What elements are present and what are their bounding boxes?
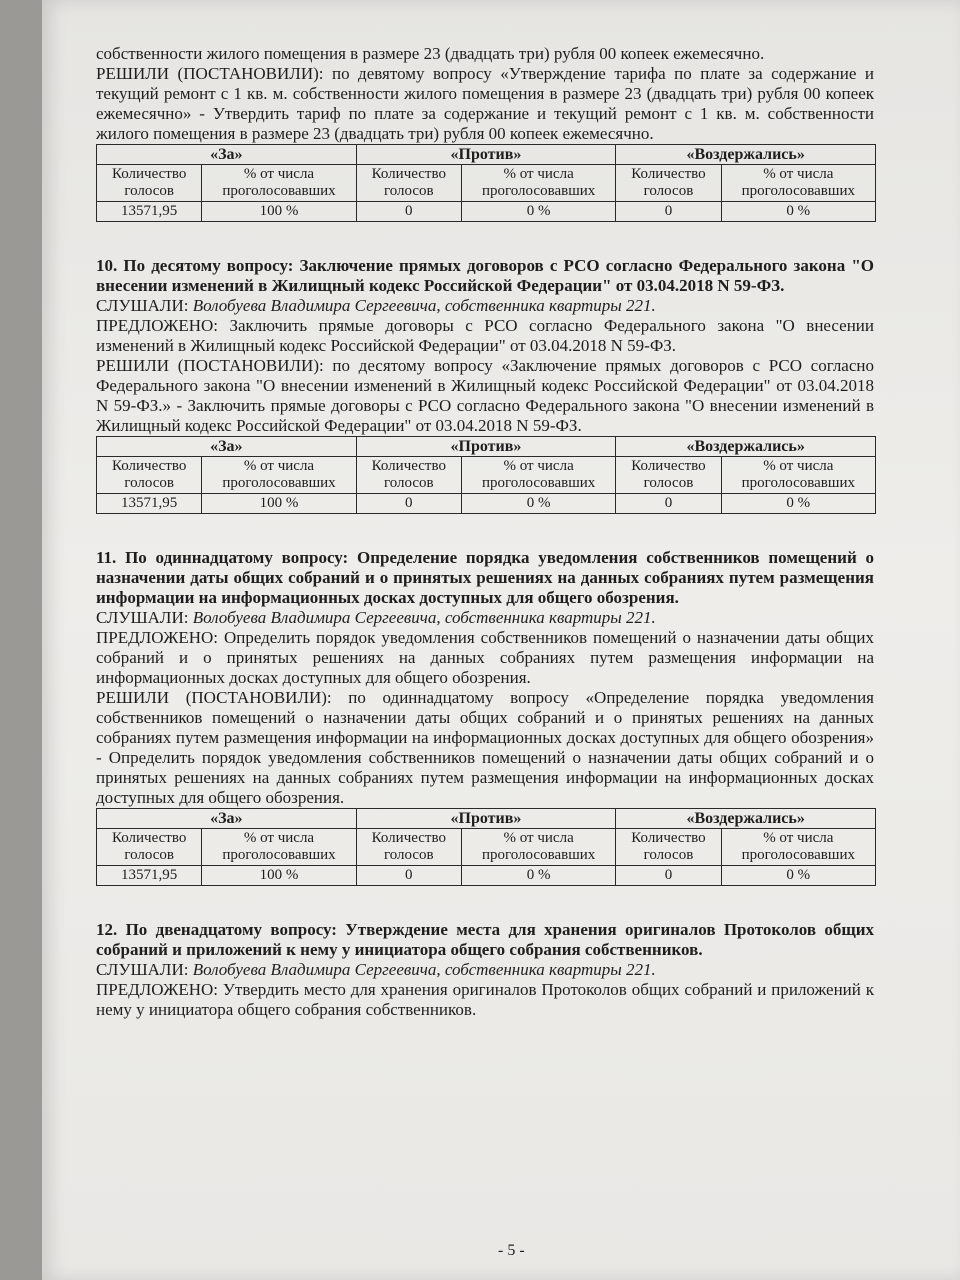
for-header: «За» <box>97 809 357 829</box>
for-count: 13571,95 <box>97 866 202 886</box>
question-10-heard <box>96 296 874 316</box>
for-header: «За» <box>97 437 357 457</box>
vote-table-9 <box>96 144 876 222</box>
abstained-percent: 0 % <box>721 866 875 886</box>
heard-speaker: Волобуева Владимира Сергеевича, собственника квартиры 221. <box>192 608 656 627</box>
resolution-9: РЕШИЛИ (ПОСТАНОВИЛИ): по девятому вопросу «Утверждение тарифа по плате за содержание и текущий ремонт с 1 кв. м. собственности жилого помещения в размере 23 (двадцать три) рубля 00 копеек ежемесячно» - Утвердить тариф по плате за содержание и текущий ремонт с 1 кв. м. собственности жилого помещения в размере 23 (двадцать три) рубля 00 копеек ежемесячно. <box>96 64 874 143</box>
against-count: 0 <box>356 202 461 222</box>
count-header: Количество голосов <box>616 457 721 494</box>
abstained-header: «Воздержались» <box>616 145 876 165</box>
abstained-count: 0 <box>616 494 721 514</box>
count-header: Количество голосов <box>616 165 721 202</box>
against-count: 0 <box>356 866 461 886</box>
for-percent: 100 % <box>202 494 356 514</box>
percent-header: % от числа проголосовавших <box>202 829 356 866</box>
intro-line: собственности жилого помещения в размере 23 (двадцать три) рубля 00 копеек ежемесячно. <box>96 44 765 63</box>
heard-label: СЛУШАЛИ: <box>96 608 193 627</box>
percent-header: % от числа проголосовавших <box>721 165 875 202</box>
count-header: Количество голосов <box>97 829 202 866</box>
percent-header: % от числа проголосовавших <box>721 457 875 494</box>
question-10-proposed: ПРЕДЛОЖЕНО: Заключить прямые договоры с РСО согласно Федерального закона "О внесении изменений в Жилищный кодекс Российской Федерации" от 03.04.2018 N 59-ФЗ. <box>96 316 874 355</box>
count-header: Количество голосов <box>356 457 461 494</box>
question-12-proposed: ПРЕДЛОЖЕНО: Утвердить место для хранения оригиналов Протоколов общих собраний и приложений к нему у инициатора общего собрания собственников. <box>96 980 874 1019</box>
count-header: Количество голосов <box>356 829 461 866</box>
for-count: 13571,95 <box>97 202 202 222</box>
for-percent: 100 % <box>202 202 356 222</box>
abstained-header: «Воздержались» <box>616 437 876 457</box>
percent-header: % от числа проголосовавших <box>202 165 356 202</box>
percent-header: % от числа проголосовавших <box>461 457 615 494</box>
heard-speaker: Волобуева Владимира Сергеевича, собственника квартиры 221. <box>192 296 656 315</box>
against-header: «Против» <box>356 145 616 165</box>
question-11-heard <box>96 608 874 628</box>
document-page <box>42 0 960 1280</box>
question-12-heard <box>96 960 874 980</box>
percent-header: % от числа проголосовавших <box>202 457 356 494</box>
against-header: «Против» <box>356 437 616 457</box>
for-percent: 100 % <box>202 866 356 886</box>
for-header: «За» <box>97 145 357 165</box>
question-11-heading: 11. По одиннадцатому вопросу: Определение порядка уведомления собственников помещений о назначении даты общих собраний и о принятых решениях на данных собраниях путем размещения информации на информационных досках доступных для общего обозрения. <box>96 548 874 607</box>
for-count: 13571,95 <box>97 494 202 514</box>
question-10-resolved: РЕШИЛИ (ПОСТАНОВИЛИ): по десятому вопросу «Заключение прямых договоров с РСО согласно Федерального закона "О внесении изменений в Жилищный кодекс Российской Федерации" от 03.04.2018 N 59-ФЗ.» - Заключить прямые договоры с РСО согласно Федерального закона "О внесении изменений в Жилищный кодекс Российской Федерации" от 03.04.2018 N 59-ФЗ. <box>96 356 874 435</box>
percent-header: % от числа проголосовавших <box>461 165 615 202</box>
count-header: Количество голосов <box>616 829 721 866</box>
count-header: Количество голосов <box>97 457 202 494</box>
heard-speaker: Волобуева Владимира Сергеевича, собственника квартиры 221. <box>192 960 656 979</box>
count-header: Количество голосов <box>356 165 461 202</box>
abstained-count: 0 <box>616 202 721 222</box>
against-percent: 0 % <box>461 494 615 514</box>
abstained-percent: 0 % <box>721 202 875 222</box>
percent-header: % от числа проголосовавших <box>721 829 875 866</box>
percent-header: % от числа проголосовавших <box>461 829 615 866</box>
abstained-count: 0 <box>616 866 721 886</box>
heard-label: СЛУШАЛИ: <box>96 296 193 315</box>
question-12-heading: 12. По двенадцатому вопросу: Утверждение места для хранения оригиналов Протоколов общих собраний и приложений к нему у инициатора общего собрания собственников. <box>96 920 874 959</box>
abstained-percent: 0 % <box>721 494 875 514</box>
against-count: 0 <box>356 494 461 514</box>
question-10-heading: 10. По десятому вопросу: Заключение прямых договоров с РСО согласно Федерального закона "О внесении изменений в Жилищный кодекс Российской Федерации" от 03.04.2018 N 59-ФЗ. <box>96 256 874 295</box>
against-header: «Против» <box>356 809 616 829</box>
document-body <box>96 44 874 1020</box>
against-percent: 0 % <box>461 202 615 222</box>
vote-table-10 <box>96 436 876 514</box>
heard-label: СЛУШАЛИ: <box>96 960 193 979</box>
question-11-proposed: ПРЕДЛОЖЕНО: Определить порядок уведомления собственников помещений о назначении даты общих собраний и о принятых решениях на данных собраниях путем размещения информации на информационных досках доступных для общего обозрения. <box>96 628 874 687</box>
abstained-header: «Воздержались» <box>616 809 876 829</box>
count-header: Количество голосов <box>97 165 202 202</box>
page-number: - 5 - <box>498 1242 525 1259</box>
vote-table-11 <box>96 808 876 886</box>
against-percent: 0 % <box>461 866 615 886</box>
question-11-resolved: РЕШИЛИ (ПОСТАНОВИЛИ): по одиннадцатому вопросу «Определение порядка уведомления собственников помещений о назначении даты общих собраний и о принятых решениях на данных собраниях путем размещения информации на информационных досках доступных для общего обозрения» - Определить порядок уведомления собственников помещений о назначении даты общих собраний и о принятых решениях на данных собраниях путем размещения информации на информационных досках доступных для общего обозрения. <box>96 688 874 807</box>
